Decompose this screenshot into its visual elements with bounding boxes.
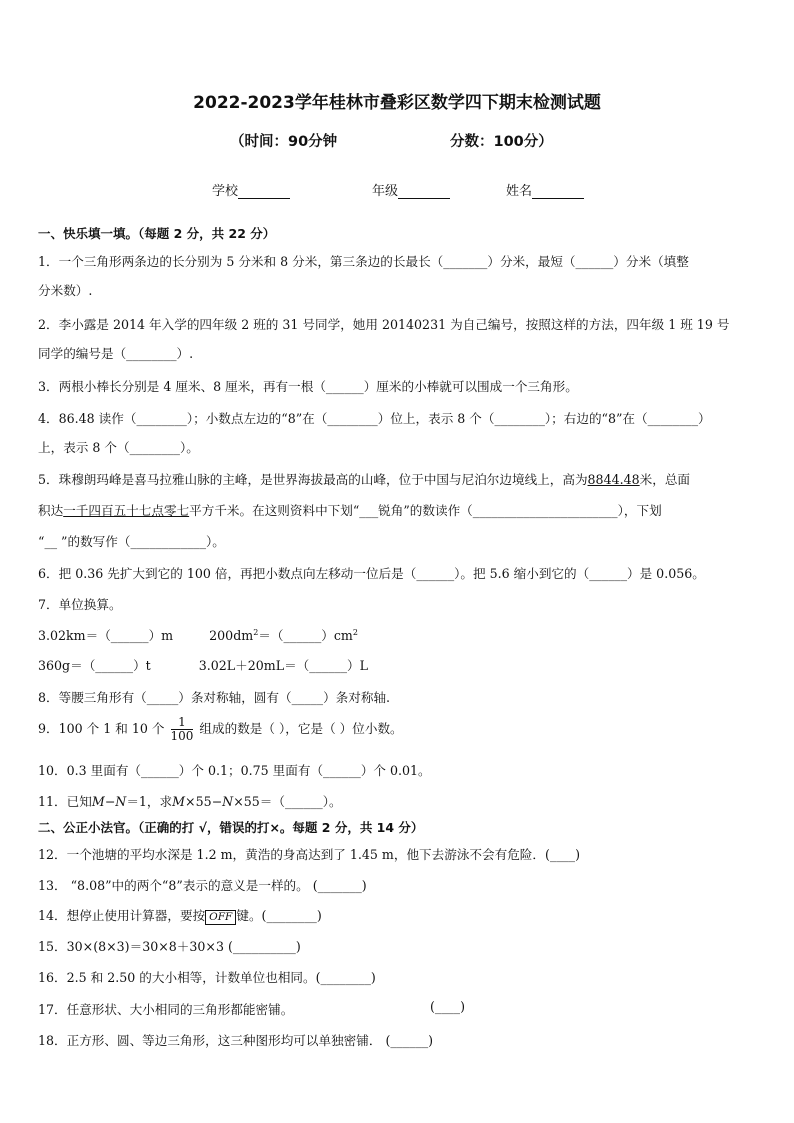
question-16: 16．2.5 和 2.50 的大小相等，计数单位也相同。(________) (38, 970, 376, 985)
grade-blank (398, 184, 450, 199)
question-8: 8．等腰三角形有（_____）条对称轴，圆有（_____）条对称轴. (38, 690, 391, 705)
q5-text: 5．珠穆朗玛峰是喜马拉雅山脉的主峰，是世界海拔最高的山峰，位于中国与尼泊尔边境线上，高为 (38, 472, 588, 487)
school-label: 学校 (212, 184, 239, 199)
name-label: 姓名 (506, 184, 533, 199)
q9-text: 9．100 个 1 和 10 个 (38, 721, 165, 736)
time-label: （时间：90分钟 (230, 134, 338, 150)
off-key-icon: OFF (205, 910, 236, 925)
question-2-cont: 同学的编号是（________）. (38, 346, 194, 361)
question-2: 2．李小露是 2014 年入学的四年级 2 班的 31 号同学，她用 20140231 为自己编号，按照这样的方法，四年级 1 班 19 号 (38, 317, 730, 332)
question-10: 10．0.3 里面有（______）个 0.1；0.75 里面有（______）个 0.01。 (38, 763, 431, 778)
question-6: 6．把 0.36 先扩大到它的 100 倍，再把小数点向左移动一位后是（______）。把 5.6 缩小到它的（______）是 0.056。 (38, 566, 705, 581)
question-17: 17．任意形状、大小相同的三角形都能密铺。 (38, 1002, 294, 1017)
school-field (212, 180, 290, 199)
q5-text: 积达 (38, 503, 64, 518)
question-18: 18．正方形、圆、等边三角形，这三种图形均可以单独密铺． (______) (38, 1033, 434, 1048)
name-blank (532, 184, 584, 199)
unit-conv-ml: 3.02L＋20mL＝（______）L (198, 658, 369, 673)
fraction: $\frac{1}{100}$ (170, 715, 194, 743)
unit-conv-dm2: $200dm^2=(\_\_\_\_\_\_)cm^2$ (209, 627, 358, 643)
q5-underlined-area: 一千四百五十七点零七 (63, 503, 190, 518)
question-5 (38, 469, 690, 488)
unit-conv-km: 3.02km＝（______）m (38, 628, 174, 643)
question-1: 1．一个三角形两条边的长分别为 5 分米和 8 分米，第三条边的长最长（_______）分米，最短（______）分米（填整 (38, 254, 689, 269)
question-5-cont2: “__ ”的数写作（____________）。 (38, 534, 225, 549)
question-11: 11．已知M−N＝1，求M×55−N×55＝（______）。 (38, 794, 342, 809)
question-7-row2 (38, 655, 368, 674)
question-1-cont: 分米数）. (38, 283, 93, 298)
question-13: 13． “8.08”中的两个“8”表示的意义是一样的。 (_______) (38, 878, 367, 893)
question-17-answer: (____) (430, 999, 466, 1014)
school-blank (238, 184, 290, 199)
q5-text: 米，总面 (639, 472, 691, 487)
question-4-cont: 上，表示 8 个（________）。 (38, 440, 199, 455)
question-7: 7．单位换算。 (38, 597, 122, 612)
q5-underlined-height: 8844.48 (587, 472, 640, 487)
section-heading: 一、快乐填一填。（每题 2 分，共 22 分） (38, 226, 276, 241)
score-label: 分数：100分） (450, 134, 553, 150)
name-field (506, 180, 584, 199)
grade-field (372, 180, 450, 199)
question-4: 4．86.48 读作（________）；小数点左边的“8”在（________）位上，表示 8 个（________）；右边的“8”在（________） (38, 411, 711, 426)
q9-text: 组成的数是（ ），它是（ ）位小数。 (199, 721, 403, 736)
grade-label: 年级 (372, 184, 399, 199)
section-heading: 二、公正小法官。（正确的打 √，错误的打×。每题 2 分，共 14 分） (38, 820, 424, 835)
question-5-cont (38, 500, 662, 519)
page-title: 2022-2023学年桂林市叠彩区数学四下期末检测试题 (193, 93, 601, 113)
question-3: 3．两根小棒长分别是 4 厘米、8 厘米，再有一根（______）厘米的小棒就可以围成一个三角形。 (38, 379, 578, 394)
question-7-row1 (38, 625, 358, 644)
question-15: 15．30×(8×3)＝30×8＋30×3 (__________) (38, 939, 301, 954)
question-9 (38, 716, 403, 743)
unit-conv-g: 360g＝（______）t (38, 658, 151, 673)
question-14: 14．想停止使用计算器，要按 OFF 键。(________) (38, 908, 322, 923)
q5-text: 平方千米。在这则资料中下划“___锐角”的数读作（_______________________），下划 (189, 503, 662, 518)
question-12: 12．一个池塘的平均水深是 1.2 m，黄浩的身高达到了 1.45 m，他下去游泳不会有危险．(____) (38, 847, 581, 862)
